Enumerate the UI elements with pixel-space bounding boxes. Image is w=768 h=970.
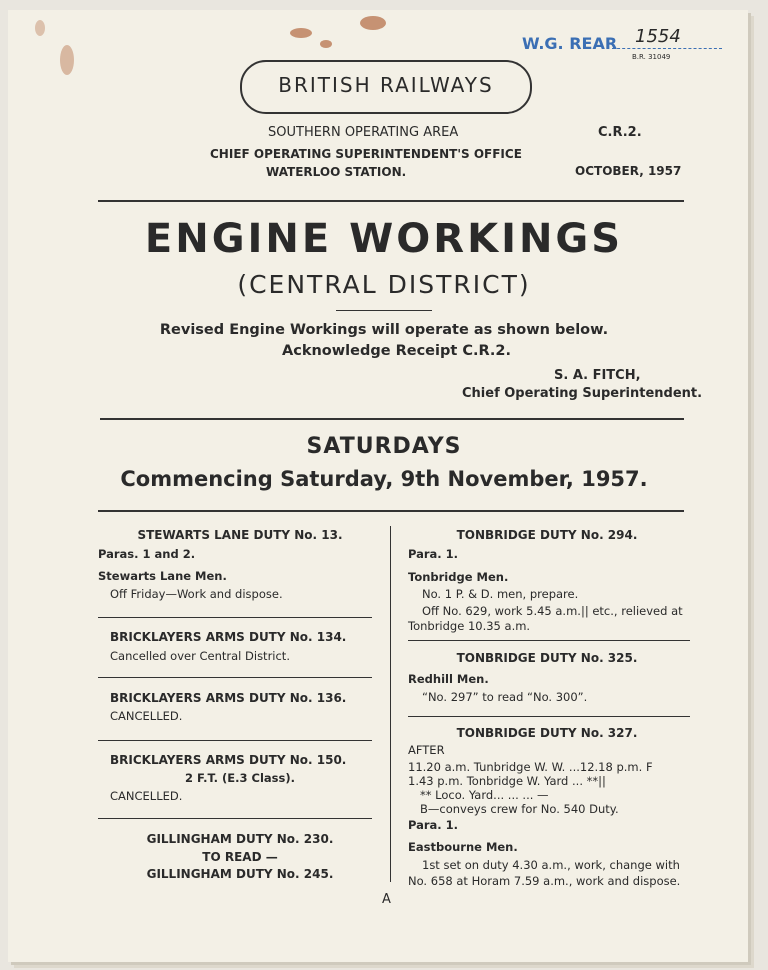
tonbridge-327-para: Para. 1. (408, 818, 459, 832)
gillingham-230-title: GILLINGHAM DUTY No. 230. (146, 832, 334, 846)
notice-line-1: Revised Engine Workings will operate as shown below. (159, 322, 609, 338)
bricklayers-150-sub: 2 F.T. (E.3 Class). (185, 771, 295, 785)
page-marker: A (382, 892, 391, 907)
stamp-number: 1554 (635, 26, 681, 47)
tonbridge-325-title: TONBRIDGE DUTY No. 325. (456, 651, 638, 665)
tonbridge-327-row-3: ** Loco. Yard... ... ... — (420, 788, 549, 802)
signatory-title: Chief Operating Superintendent. (462, 386, 703, 401)
stewarts-lane-duty-13-men: Stewarts Lane Men. (98, 569, 227, 583)
divider (98, 677, 372, 678)
british-railways-logo (240, 60, 532, 114)
document-code: C.R.2. (598, 125, 642, 140)
divider (98, 200, 684, 202)
rust-stain (35, 20, 45, 36)
tonbridge-327-after: AFTER (408, 743, 445, 757)
rust-stain (360, 16, 386, 30)
short-divider (336, 310, 432, 311)
bricklayers-134-title: BRICKLAYERS ARMS DUTY No. 134. (110, 630, 347, 644)
received-stamp: W.G. REAR (522, 34, 618, 53)
bricklayers-150-title: BRICKLAYERS ARMS DUTY No. 150. (110, 753, 347, 767)
bricklayers-150-text: CANCELLED. (110, 789, 183, 803)
tonbridge-294-men: Tonbridge Men. (408, 570, 509, 584)
stewarts-lane-duty-13-title: STEWARTS LANE DUTY No. 13. (137, 528, 343, 542)
divider (98, 510, 684, 512)
tonbridge-327-note: B—conveys crew for No. 540 Duty. (420, 802, 619, 816)
rust-stain (60, 45, 74, 75)
logo-text: BRITISH RAILWAYS (278, 73, 494, 97)
tonbridge-325-men: Redhill Men. (408, 672, 489, 686)
signatory-name: S. A. FITCH, (554, 368, 641, 383)
tonbridge-327-line-1: 1st set on duty 4.30 a.m., work, change with (422, 858, 680, 872)
section-commencing: Commencing Saturday, 9th November, 1957. (120, 467, 648, 491)
station-heading: WATERLOO STATION. (266, 165, 407, 179)
stamp-ref: B.R. 31049 (632, 53, 671, 61)
divider (98, 740, 372, 741)
divider (408, 640, 690, 641)
tonbridge-327-men: Eastbourne Men. (408, 840, 518, 854)
notice-line-2: Acknowledge Receipt C.R.2. (282, 343, 512, 359)
tonbridge-327-row-2: 1.43 p.m. Tonbridge W. Yard ... **|| (408, 774, 606, 788)
gillingham-to-read: TO READ — (202, 850, 278, 864)
bricklayers-134-text: Cancelled over Central District. (110, 649, 290, 663)
tonbridge-325-text: “No. 297” to read “No. 300”. (422, 690, 588, 704)
divider (98, 818, 372, 819)
tonbridge-327-row-1: 11.20 a.m. Tunbridge W. W. ...12.18 p.m. F (408, 760, 653, 774)
bricklayers-136-title: BRICKLAYERS ARMS DUTY No. 136. (110, 691, 347, 705)
gillingham-245-title: GILLINGHAM DUTY No. 245. (146, 867, 334, 881)
stewarts-lane-duty-13-text: Off Friday—Work and dispose. (110, 587, 283, 601)
tonbridge-294-line-1: No. 1 P. & D. men, prepare. (422, 587, 579, 601)
bricklayers-136-text: CANCELLED. (110, 709, 183, 723)
area-heading: SOUTHERN OPERATING AREA (268, 125, 459, 140)
tonbridge-327-title: TONBRIDGE DUTY No. 327. (456, 726, 638, 740)
office-heading: CHIEF OPERATING SUPERINTENDENT'S OFFICE (210, 147, 522, 161)
rust-stain (320, 40, 332, 48)
stamp-line (612, 48, 722, 49)
tonbridge-294-title: TONBRIDGE DUTY No. 294. (456, 528, 638, 542)
tonbridge-294-line-2: Off No. 629, work 5.45 a.m.|| etc., relieved at (422, 604, 683, 618)
divider (100, 418, 684, 420)
column-divider (390, 526, 391, 882)
rust-stain (290, 28, 312, 38)
stewarts-lane-duty-13-para: Paras. 1 and 2. (98, 547, 196, 561)
page-title: ENGINE WORKINGS (144, 216, 624, 262)
tonbridge-294-para: Para. 1. (408, 547, 459, 561)
tonbridge-327-line-2: No. 658 at Horam 7.59 a.m., work and dispose. (408, 874, 681, 888)
tonbridge-294-line-3: Tonbridge 10.35 a.m. (408, 619, 531, 633)
document-date: OCTOBER, 1957 (575, 164, 682, 178)
divider (408, 716, 690, 717)
section-day: SATURDAYS (306, 434, 462, 459)
divider (98, 617, 372, 618)
page-subtitle: (CENTRAL DISTRICT) (237, 270, 531, 299)
